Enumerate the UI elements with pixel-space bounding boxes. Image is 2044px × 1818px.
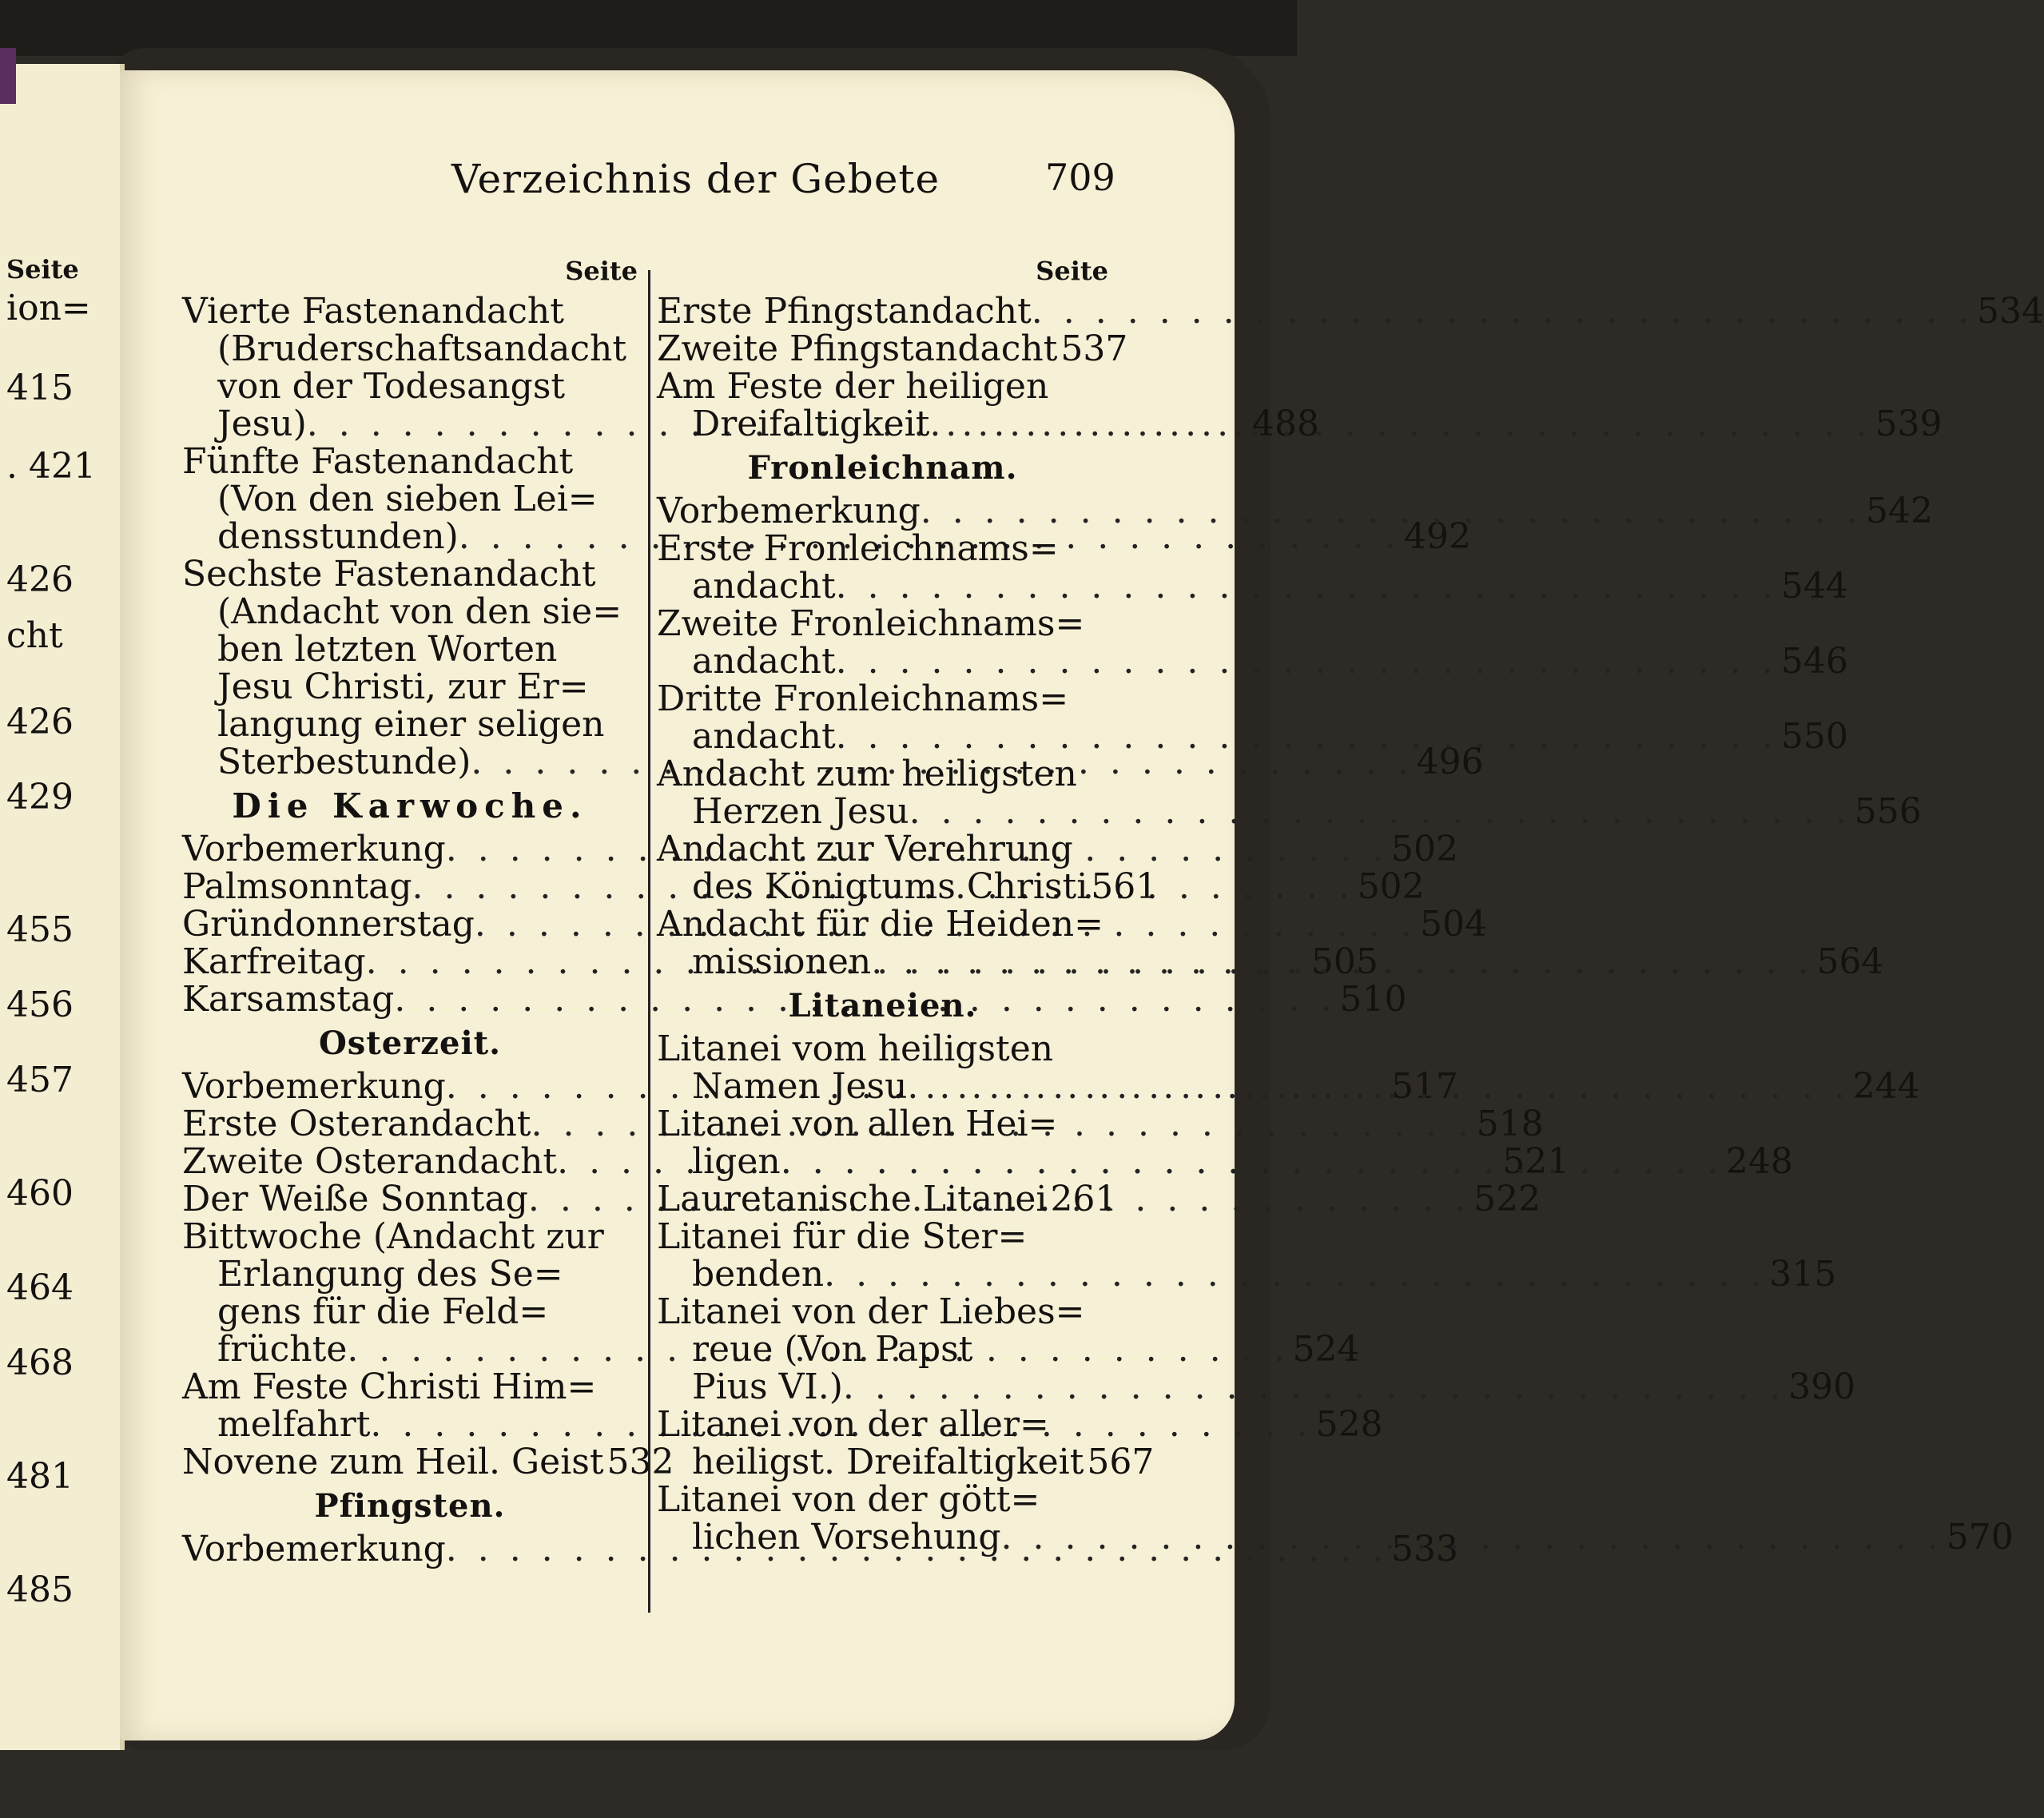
- entry-last-line: [182, 1442, 674, 1482]
- entry-page-number: 534: [1977, 291, 2044, 332]
- entry-title-line: andacht: [692, 641, 836, 682]
- entry-page-number: 521: [1502, 1141, 1570, 1182]
- prev-fragment: 457: [6, 1060, 74, 1100]
- section-heading: Pfingsten.: [314, 1487, 506, 1525]
- toc-entry: [657, 328, 1128, 369]
- prev-fragment: 429: [6, 777, 74, 818]
- section-heading: Osterzeit.: [318, 1024, 502, 1062]
- entry-page-number: 542: [1865, 491, 1933, 531]
- entry-title-line: Gründonnerstag: [182, 904, 475, 945]
- entry-title-line: Sechste Fastenandacht: [182, 554, 596, 595]
- entry-title-line: Litanei von der Liebes=: [657, 1291, 1085, 1332]
- entry-title-line: Sterbestunde): [217, 742, 471, 782]
- entry-page-number: 496: [1416, 742, 1484, 782]
- entry-page-number: 564: [1816, 941, 1884, 982]
- entry-page-number: 248: [1725, 1141, 1793, 1182]
- entry-title-line: lichen Vorsehung: [692, 1517, 1001, 1557]
- entry-title-line: Vorbemerkung: [657, 491, 921, 531]
- entry-last-line: [657, 566, 1848, 607]
- entry-page-number: 550: [1780, 716, 1848, 757]
- entry-page-number: 502: [1390, 829, 1458, 869]
- entry-page-number: 533: [1390, 1529, 1458, 1569]
- entry-page-number: 502: [1357, 866, 1425, 907]
- entry-title-line: Bittwoche (Andacht zur: [182, 1216, 604, 1257]
- entry-title-line: Erste Osterandacht: [182, 1104, 531, 1144]
- entry-title-line: Erste Pfingstandacht: [657, 291, 1032, 332]
- entry-page-number: 532: [606, 1442, 674, 1482]
- prev-fragment: 460: [6, 1173, 74, 1214]
- entry-page-number: 567: [1087, 1442, 1155, 1482]
- entry-last-line: [657, 1442, 1155, 1482]
- entry-title-line: andacht: [692, 566, 836, 607]
- entry-title-line: früchte: [217, 1329, 348, 1370]
- entry-title-line: densstunden): [217, 516, 459, 557]
- entry-page-number: 518: [1476, 1104, 1544, 1144]
- entry-page-number: 517: [1390, 1066, 1458, 1107]
- seite-label: Seite: [1036, 256, 1108, 286]
- entry-page-number: 528: [1315, 1404, 1383, 1445]
- entry-title-line: langung einer seligen: [217, 704, 605, 745]
- entry-title-line: Litanei von allen Hei=: [657, 1104, 1058, 1144]
- prev-fragment: ion=: [6, 288, 91, 328]
- entry-title-line: Lauretanische Litanei: [657, 1179, 1048, 1219]
- toc-entry: [657, 603, 1848, 682]
- dot-leader: [843, 1368, 1785, 1406]
- page-title: Verzeichnis der Gebete: [451, 156, 940, 202]
- prev-fragment: 464: [6, 1267, 74, 1308]
- prev-fragment: 456: [6, 985, 74, 1025]
- page-number: 709: [1045, 156, 1115, 199]
- entry-title-line: Herzen Jesu: [692, 791, 909, 832]
- entry-last-line: [657, 491, 1933, 531]
- entry-page-number: 261: [1050, 1179, 1118, 1219]
- entry-title-line: Vorbemerkung: [182, 829, 446, 869]
- entry-title-line: Andacht für die Heiden=: [657, 904, 1104, 945]
- toc-entry: [657, 829, 1159, 907]
- prev-fragment: 426: [6, 702, 74, 742]
- entry-last-line: [657, 641, 1848, 682]
- dot-leader: [836, 642, 1778, 680]
- entry-page-number: 537: [1060, 328, 1128, 369]
- entry-title-line: Fünfte Fastenandacht: [182, 441, 574, 482]
- section-heading: Die Karwoche.: [232, 786, 588, 825]
- dot-leader: [824, 1255, 1766, 1293]
- prev-fragment: 455: [6, 909, 74, 950]
- prev-seite-label: Seite: [6, 254, 79, 284]
- entry-title-line: Dreifaltigkeit: [692, 404, 930, 444]
- entry-title-line: Erlangung des Se=: [217, 1254, 563, 1295]
- entry-title-line: Namen Jesu: [692, 1066, 908, 1107]
- section-heading: Fronleichnam.: [747, 449, 1018, 487]
- entry-title-line: Litanei vom heiligsten: [657, 1028, 1054, 1069]
- entry-title-line: Andacht zum heiligsten: [657, 754, 1077, 794]
- prev-fragment: 468: [6, 1343, 74, 1383]
- prev-fragment: . 421: [6, 446, 96, 487]
- entry-page-number: 544: [1780, 566, 1848, 607]
- entry-page-number: 315: [1769, 1254, 1837, 1295]
- entry-title-line: Zweite Fronleichnams=: [657, 603, 1085, 644]
- toc-entry: [657, 291, 2044, 332]
- entry-page-number: 522: [1473, 1179, 1541, 1219]
- dot-leader: [781, 1143, 1723, 1180]
- dot-leader: [871, 943, 1813, 981]
- entry-title-line: Der Weiße Sonntag: [182, 1179, 528, 1219]
- entry-title-line: Novene zum Heil. Geist: [182, 1442, 604, 1482]
- entry-page-number: 561: [1091, 866, 1159, 907]
- toc-entry: [182, 1442, 674, 1482]
- entry-title-line: Vorbemerkung: [182, 1066, 446, 1107]
- entry-title-line: gens für die Feld=: [217, 1291, 549, 1332]
- dot-leader: [1032, 292, 1974, 330]
- entry-last-line: [657, 1254, 1837, 1295]
- entry-page-number: 546: [1780, 641, 1848, 682]
- entry-title-line: von der Todesangst: [217, 366, 566, 407]
- entry-last-line: [657, 791, 1922, 832]
- dot-leader: [1001, 1518, 1943, 1556]
- entry-last-line: [657, 716, 1848, 757]
- entry-page-number: 244: [1852, 1066, 1920, 1107]
- toc-entry: [657, 1179, 1118, 1219]
- entry-title-line: (Bruderschaftsandacht: [217, 328, 627, 369]
- entry-title-line: Andacht zur Verehrung: [657, 829, 1073, 869]
- entry-title-line: Am Feste Christi Him=: [182, 1366, 597, 1407]
- entry-title-line: Litanei von der aller=: [657, 1404, 1049, 1445]
- prev-fragment: 481: [6, 1456, 74, 1497]
- prev-fragment: 485: [6, 1569, 74, 1610]
- prev-fragment: cht: [6, 615, 63, 656]
- entry-title-line: Karsamstag: [182, 979, 395, 1020]
- entry-page-number: 504: [1420, 904, 1488, 945]
- entry-title-line: melfahrt: [217, 1404, 371, 1445]
- entry-page-number: 510: [1339, 979, 1407, 1020]
- entry-page-number: 492: [1403, 516, 1471, 557]
- prev-fragment: 415: [6, 368, 74, 408]
- entry-title-line: Erste Fronleichnams=: [657, 528, 1059, 569]
- entry-title-line: Jesu Christi, zur Er=: [217, 666, 589, 707]
- dot-leader: [929, 405, 1871, 443]
- previous-page-text: [0, 0, 120, 1818]
- entry-last-line: [657, 1366, 1856, 1407]
- section-heading: Litaneien.: [788, 987, 977, 1024]
- entry-title-line: (Andacht von den sie=: [217, 591, 622, 632]
- entry-title-line: Vierte Fastenandacht: [182, 291, 564, 332]
- entry-title-line: Zweite Osterandacht: [182, 1141, 558, 1182]
- entry-title-line: Am Feste der heiligen: [657, 366, 1049, 407]
- entry-title-line: Dritte Fronleichnams=: [657, 678, 1069, 719]
- entry-title-line: Litanei von der gött=: [657, 1479, 1040, 1520]
- entry-page-number: 556: [1854, 791, 1922, 832]
- entry-page-number: 390: [1788, 1366, 1856, 1407]
- entry-page-number: 505: [1310, 941, 1378, 982]
- entry-title-line: missionen: [692, 941, 872, 982]
- entry-title-line: Pius VI.): [692, 1366, 843, 1407]
- entry-page-number: 524: [1292, 1329, 1360, 1370]
- entry-title-line: andacht: [692, 716, 836, 757]
- entry-title-line: ben letzten Worten: [217, 629, 558, 670]
- entry-last-line: [657, 866, 1159, 907]
- entry-last-line: [657, 328, 1128, 369]
- entry-title-line: Palmsonntag: [182, 866, 412, 907]
- entry-title-line: Zweite Pfingstandacht: [657, 328, 1058, 369]
- entry-title-line: reue (Von Papst: [692, 1329, 973, 1370]
- entry-title-line: heiligst. Dreifaltigkeit: [692, 1442, 1084, 1482]
- page-header: [0, 156, 1297, 212]
- toc-entry: [657, 491, 1933, 531]
- entry-last-line: [657, 1179, 1118, 1219]
- dot-leader: [836, 567, 1778, 605]
- entry-page-number: 570: [1946, 1517, 2014, 1557]
- seite-label: Seite: [565, 256, 638, 286]
- entry-title-line: des Königtums Christi: [692, 866, 1088, 907]
- entry-title-line: ligen: [692, 1141, 781, 1182]
- entry-title-line: Litanei für die Ster=: [657, 1216, 1028, 1257]
- dot-leader: [909, 793, 1851, 830]
- entry-page-number: 488: [1251, 404, 1319, 444]
- prev-fragment: 426: [6, 559, 74, 600]
- dot-leader: [921, 492, 1863, 530]
- entry-title-line: benden: [692, 1254, 825, 1295]
- entry-title-line: (Von den sieben Lei=: [217, 479, 598, 519]
- entry-title-line: Vorbemerkung: [182, 1529, 446, 1569]
- toc-entry: [657, 1404, 1155, 1482]
- toc-entry: [657, 678, 1848, 757]
- entry-page-number: 539: [1875, 404, 1943, 444]
- dot-leader: [836, 718, 1778, 755]
- dot-leader: [907, 1068, 1849, 1105]
- entry-last-line: [657, 291, 2044, 332]
- entry-title-line: Jesu): [217, 404, 307, 444]
- toc-entry: [657, 1216, 1837, 1295]
- entry-title-line: Karfreitag: [182, 941, 366, 982]
